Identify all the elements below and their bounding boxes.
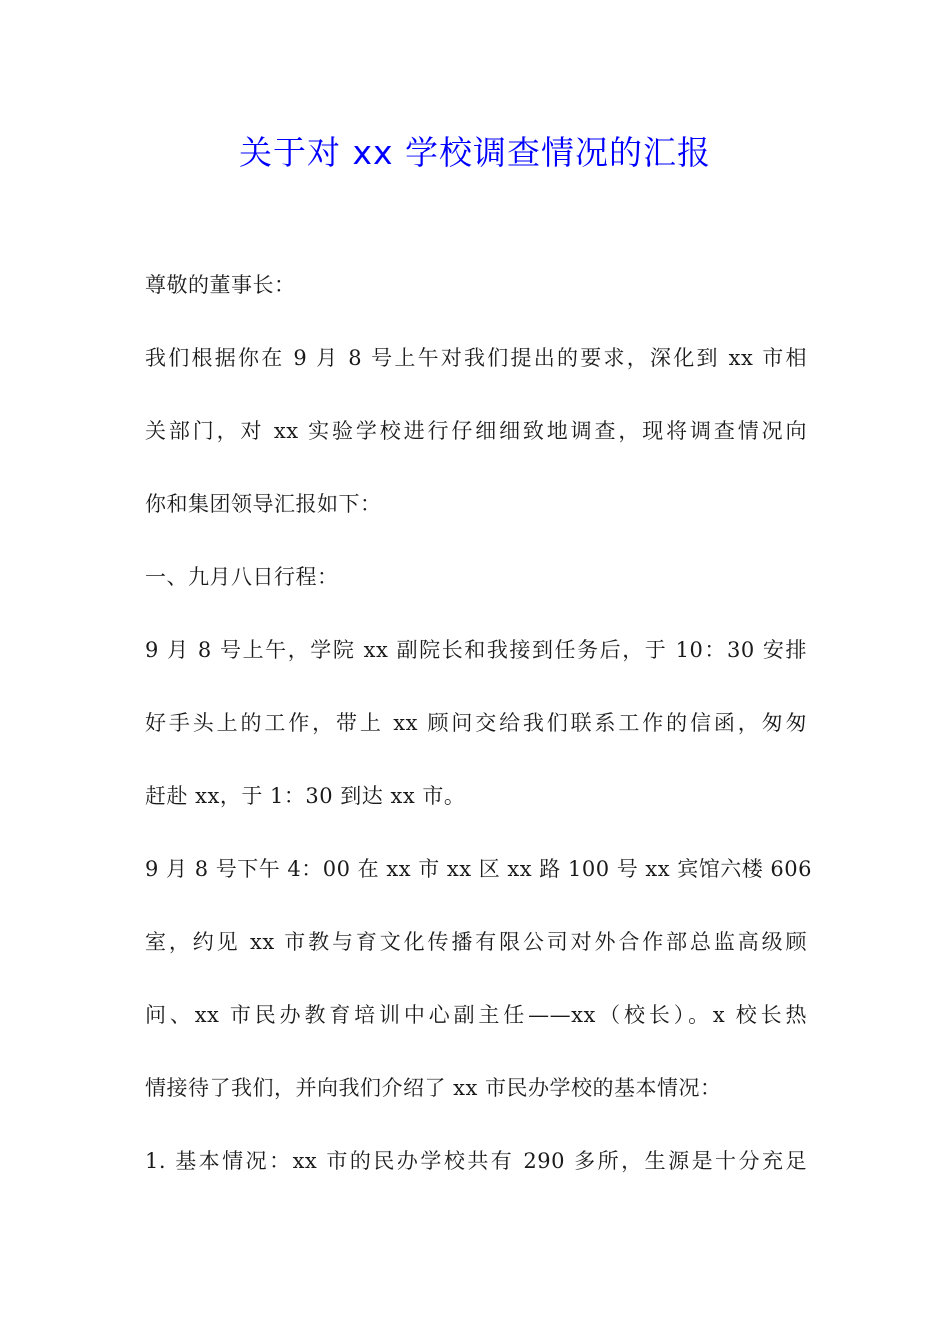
paragraph-line: 关部门，对 xx 实验学校进行仔细细致地调查，现将调查情况向 <box>145 419 807 443</box>
paragraph-line: 赶赴 xx，于 1：30 到达 xx 市。 <box>145 784 466 808</box>
paragraph-line: 9 月 8 号上午，学院 xx 副院长和我接到任务后，于 10：30 安排 <box>145 638 807 662</box>
paragraph-line: 9 月 8 号下午 4：00 在 xx 市 xx 区 xx 路 100 号 xx 宾馆六楼 606 <box>145 857 813 881</box>
paragraph-line: 我们根据你在 9 月 8 号上午对我们提出的要求，深化到 xx 市相 <box>145 346 807 370</box>
paragraph-line: 情接待了我们，并向我们介绍了 xx 市民办学校的基本情况： <box>145 1076 722 1100</box>
document-body <box>145 262 813 1211</box>
paragraph-line: 1. 基本情况：xx 市的民办学校共有 290 多所，生源是十分充足 <box>145 1149 807 1173</box>
paragraph-line: 好手头上的工作，带上 xx 顾问交给我们联系工作的信函，匆匆 <box>145 711 807 735</box>
document-title: 关于对 xx 学校调查情况的汇报 <box>238 133 712 172</box>
paragraph-line: 一、九月八日行程： <box>145 565 339 589</box>
paragraph-line: 尊敬的董事长： <box>145 273 296 297</box>
paragraph-line: 问、xx 市民办教育培训中心副主任——xx（校长）。x 校长热 <box>145 1003 807 1027</box>
paragraph-line: 你和集团领导汇报如下： <box>145 492 382 516</box>
paragraph-line: 室，约见 xx 市教与育文化传播有限公司对外合作部总监高级顾 <box>145 930 807 954</box>
